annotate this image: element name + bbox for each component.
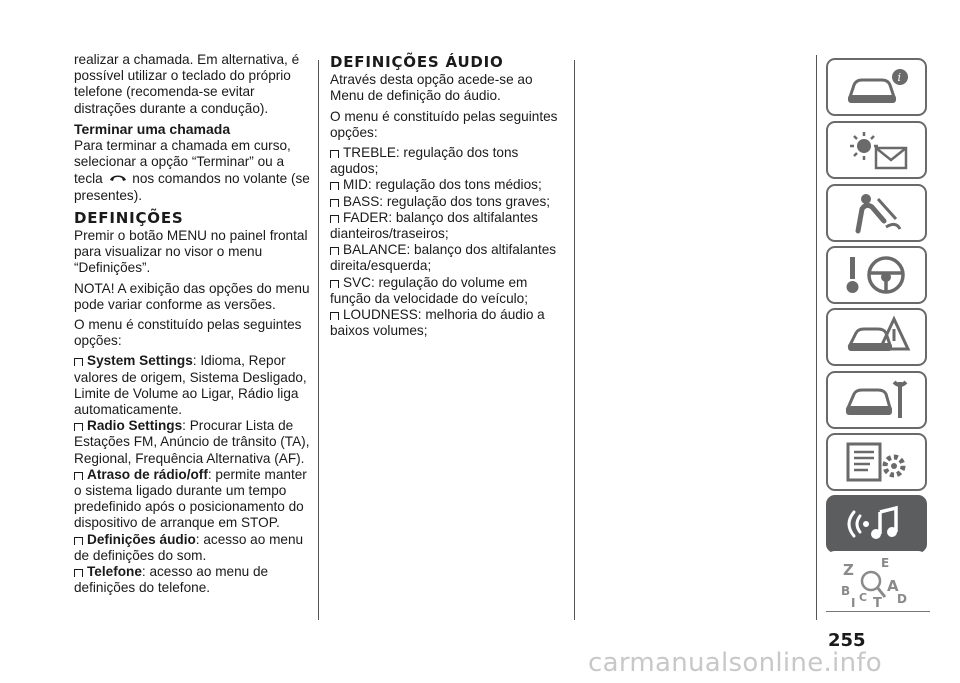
settings-paragraph-1: Premir o botão MENU no painel frontal para visualizar no visor o menu “Definições”. (74, 228, 308, 276)
svg-text:E: E (880, 556, 889, 570)
list-item-phone (74, 564, 314, 596)
item-text: : permite manter o sistema ligado durante um tempo predefinido após o posicionamento do dispositivo de arranque em STOP. (74, 466, 307, 531)
tab-alphabetical-index[interactable] (826, 551, 927, 611)
audio-list-item (330, 145, 570, 177)
audio-list-item (330, 307, 570, 339)
svg-text:B: B (840, 584, 850, 598)
item-title: Radio Settings (87, 418, 183, 434)
right-column (330, 52, 570, 339)
end-call-paragraph (74, 138, 314, 204)
end-call-text-a: Para terminar a chamada em curso, selecionar a opção “Terminar” ou a tecla (74, 138, 291, 187)
bullet-icon (330, 312, 339, 320)
end-call-heading: Terminar uma chamada (74, 120, 231, 137)
bullet-icon (330, 247, 339, 255)
intro-paragraph: realizar a chamada. Em alternativa, é possível utilizar o teclado do próprio telefone (recomenda-se evitar distrações durante a condução). (74, 52, 300, 116)
item-title: System Settings (87, 353, 193, 369)
key-steering-icon (842, 253, 912, 297)
car-maintenance-icon (842, 378, 912, 422)
item-title: Atraso de rádio/off (87, 466, 208, 482)
warning-lights-icon (842, 128, 912, 172)
item-text: : acesso ao menu de definições do som. (74, 531, 304, 563)
list-item-radio-settings (74, 418, 314, 467)
item-text: LOUDNESS: melhoria do áudio a baixos volumes; (330, 307, 545, 339)
audio-settings-heading: DEFINIÇÕES ÁUDIO (330, 53, 504, 71)
list-item-radio-delay (74, 467, 314, 532)
tab-breakdown[interactable] (826, 308, 927, 366)
settings-heading: DEFINIÇÕES (74, 208, 184, 227)
list-item-audio-settings (74, 532, 314, 564)
left-column (74, 52, 314, 597)
item-title: Definições áudio (87, 531, 196, 547)
item-text: : Idioma, Repor valores de origem, Sistema Desligado, Limite de Volume ao Ligar, Rádio liga automaticamente. (74, 353, 307, 418)
item-title: Telefone (87, 564, 142, 580)
alphabetical-index-icon (837, 553, 917, 609)
technical-data-icon (842, 440, 912, 484)
settings-paragraph-3: O menu é constituído pelas seguintes opções: (74, 317, 302, 349)
svg-text:I: I (850, 596, 855, 609)
car-info-icon (842, 65, 912, 109)
tabs-bottom-line (826, 611, 930, 612)
tab-key-steering[interactable] (826, 246, 927, 304)
airbag-safety-icon (842, 191, 912, 235)
bullet-icon (74, 472, 83, 480)
list-item-system-settings (74, 353, 314, 418)
audio-paragraph-1: Através desta opção acede-se ao Menu de definição do áudio. (330, 72, 533, 104)
tabs-divider (816, 55, 817, 620)
audio-list-item (330, 177, 570, 193)
end-call-text-b: nos comandos no volante (se presentes). (74, 171, 310, 203)
bullet-icon (330, 280, 339, 288)
bullet-icon (330, 199, 339, 207)
item-text: : Procurar Lista de Estações FM, Anúncio de trânsito (TA), Regional, Frequência Alternativa (AF). (74, 418, 310, 466)
tab-maintenance[interactable] (826, 371, 927, 429)
bullet-icon (330, 182, 339, 190)
audio-list-item (330, 275, 570, 307)
item-text: FADER: balanço dos altifalantes dianteiros/traseiros; (330, 209, 538, 242)
item-text: BALANCE: balanço dos altifalantes direita/esquerda; (330, 242, 557, 274)
tab-car-info[interactable] (826, 58, 927, 116)
item-text: BASS: regulação dos tons graves; (343, 193, 551, 209)
svg-text:C: C (858, 591, 867, 604)
multimedia-icon (842, 502, 912, 546)
bullet-icon (74, 537, 83, 545)
column-divider-1 (318, 60, 319, 620)
item-text: TREBLE: regulação dos tons agudos; (330, 145, 519, 177)
audio-list-item (330, 210, 570, 242)
svg-text:A: A (886, 577, 899, 595)
end-call-phone-icon (109, 170, 127, 186)
audio-list-item (330, 242, 570, 274)
page-number: 255 (828, 630, 866, 651)
tab-technical-data[interactable] (826, 433, 927, 491)
car-breakdown-icon (842, 315, 912, 359)
bullet-icon (330, 150, 339, 158)
tab-multimedia[interactable] (826, 495, 927, 553)
item-text: MID: regulação dos tons médios; (343, 177, 542, 193)
bullet-icon (74, 569, 83, 577)
audio-list-item (330, 194, 570, 210)
svg-text:Z: Z (842, 561, 854, 579)
item-text: : acesso ao menu de definições do telefone. (74, 564, 269, 596)
svg-text:D: D (896, 592, 907, 606)
tab-airbag-safety[interactable] (826, 184, 927, 242)
watermark: carmanualsonline.info (588, 648, 883, 678)
svg-text:i: i (897, 71, 901, 84)
svg-text:T: T (872, 596, 882, 609)
bullet-icon (74, 358, 83, 366)
bullet-icon (74, 423, 83, 431)
column-divider-2 (574, 60, 575, 620)
audio-paragraph-2: O menu é constituído pelas seguintes opções: (330, 108, 558, 140)
tab-warning-lights[interactable] (826, 121, 927, 179)
settings-paragraph-2: NOTA! A exibição das opções do menu pode variar conforme as versões. (74, 280, 310, 312)
bullet-icon (330, 215, 339, 223)
item-text: SVC: regulação do volume em função da velocidade do veículo; (330, 274, 529, 306)
